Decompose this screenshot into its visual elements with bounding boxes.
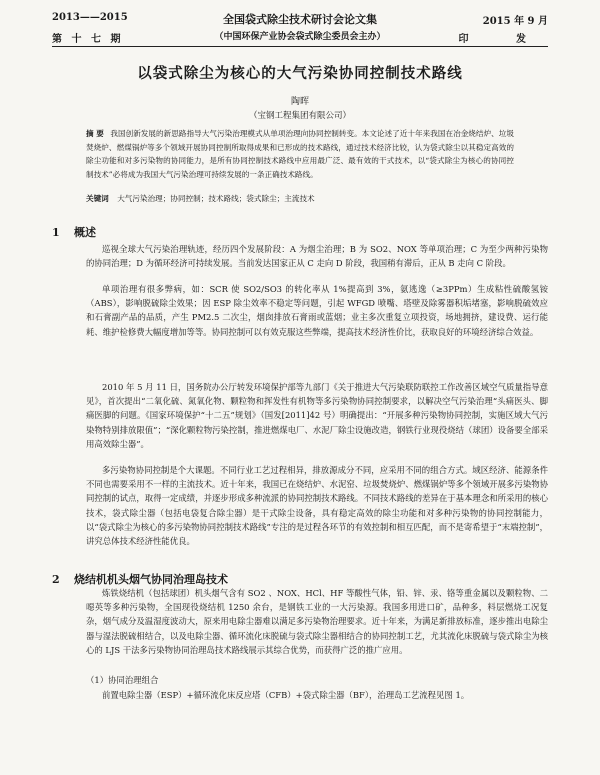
header-issue: 第 十 七 期	[52, 34, 124, 45]
paragraph: 多污染物协同控制是个大课题。不同行业工艺过程相异，排放源成分不同，应采用不同的组合方式。域区经济、能源条件不同也需要采用不一样的主流技术。近十年来，我国已在烧结炉、水泥窑、垃圾焚烧炉、燃煤锅炉等多个领域开展多污染物协同控制的试点，取得一定成绩，并逐步形成多种流派的协同控制技术路线。不同技术路线的差异在于基本理念和所采用的核心技术，袋式除尘器（包括电袋复合除尘器）是干式除尘设备，具有稳定高效的除尘功能和对多种污染物的协同控制能力，以“袋式除尘为核心的多污染物协同控制技术路线”专注的是过程各环节的有效控制和相互匹配，而不是寄希望于“末端控制”，讲究总体技术经济性能优良。	[86, 465, 548, 547]
section-2-heading	[52, 571, 228, 587]
author: 陶晖	[290, 97, 309, 107]
abstract-label: 摘 要	[86, 129, 104, 138]
paragraph: 炼铁烧结机（包括球团）机头烟气含有 SO2 、NOX、HCl、HF 等酸性气体，铅、锌、汞、铬等重金属以及颗粒物、二噁英等多种污染物，全国现役烧结机 1250 余台，是钢铁工业的一大污染源。我国多用进口矿，品种多，料层燃烧工况复杂，烟气成分及温湿度波动大，原来用电除尘器难以满足多污染物治理要求。近十年来，为满足新排放标准，逐步推出电除尘器与湿法脱硫相结合，以及电除尘器、循环流化床脱硫与袋式除尘器相结合的协同控制工艺，尤其流化床脱硫与袋式除尘为核心的 LJS 干法多污染物协同治理岛技术路线展示其综合优势，而获得广泛的推广应用。	[86, 588, 548, 655]
abstract-text: 我国创新发展的新思路指导大气污染治理模式从单项治理向协同控制转变。本文论述了近十年来我国在冶金烧结炉、垃圾焚烧炉、燃煤锅炉等多个领域开展协同控制所取得成果和已形成的技术路线，通过技术经济比较，认为袋式除尘以其稳定高效的除尘功能和对多污染物的协同能力，是所有协同控制技术路线中应用最广泛、最有效的干式技术，以“袋式除尘为核心的协同控制技术”必将成为我国大气污染治理可持续发展的一条正确技术路线。	[86, 129, 514, 179]
section-1-title: 概述	[74, 226, 96, 239]
affiliation: （宝钢工程集团有限公司）	[248, 111, 351, 121]
keywords-label: 关键词	[86, 194, 109, 203]
section-1-heading	[52, 224, 96, 240]
section-1-number: 1	[52, 226, 60, 239]
paragraph: 单项治理有很多弊病，如：SCR 使 SO2/SO3 的转化率从 1%提高到 3%，氨逃逸（≥3PPm）生成粘性硫酸氢铵（ABS），影响脱硫除尘效果；因 ESP 除尘效率不稳定等问题，引起 WFGD 喷嘴、塔壁及除雾器积垢堵塞，影响脱硫效应和石膏副产品的品质，产生 PM2.5 二次尘，烟囱排放石膏雨或蓝烟；业主多次重复立项投资，场地拥挤，建设费、运行能耗、维护检修费大幅度增加等等。协同控制可以有效克服这些弊端，提高技术经济性价比，获取良好的环境经济综合效益。	[86, 284, 548, 337]
paragraph: 2010 年 5 月 11 日，国务院办公厅转发环境保护部等九部门《关于推进大气污染联防联控工作改善区域空气质量指导意见》，首次提出“二氧化硫、氮氧化物、颗粒物和挥发性有机物等多污染物协同控制要求，以解决空气污染治理“头痛医头、脚痛医脚的问题。《国家环境保护“十二五”规划》（国发[2011]42 号）明确提出：“开展多种污染物协同控制，实施区域大气污染物特别排放限值”；“深化颗粒物污染控制，推进燃煤电厂、水泥厂除尘设施改造，钢铁行业现役烧结（球团）设备要全部采用高效除尘器”。	[86, 382, 548, 449]
header-rule	[52, 46, 548, 47]
subheading: （1）协同治理组合	[86, 675, 159, 685]
header-years: 2013——2015	[52, 12, 128, 23]
keywords-text: 大气污染治理；协同控制；技术路线；袋式除尘；主流技术	[117, 194, 315, 203]
running-header	[52, 10, 548, 44]
header-proceedings-title: 全国袋式除尘技术研讨会论文集	[223, 13, 377, 26]
abstract	[86, 127, 514, 181]
section-2-title: 烧结机机头烟气协同治理岛技术	[74, 573, 228, 586]
keywords	[86, 193, 514, 204]
header-print-note: 印 发	[458, 34, 548, 45]
paragraph: 巡视全球大气污染治理轨迹，经历四个发展阶段：A 为烟尘治理；B 为 SO2、NOX 等单项治理；C 为至少两种污染物的协同治理；D 为循环经济可持续发展。当前发达国家正从 C 走向 D 阶段，我国稍有滞后，正从 B 走向 C 阶段。	[86, 244, 548, 269]
header-organizer: （中国环保产业协会袋式除尘委员会主办）	[214, 32, 386, 42]
paper-title: 以袋式除尘为核心的大气污染协同控制技术路线	[137, 65, 463, 82]
paragraph: 前置电除尘器（ESP）+循环流化床反应塔（CFB）+袋式除尘器（BF），治理岛工艺流程见图 1。	[102, 690, 470, 700]
header-date: 2015 年 9 月	[482, 16, 548, 27]
section-2-number: 2	[52, 573, 60, 586]
